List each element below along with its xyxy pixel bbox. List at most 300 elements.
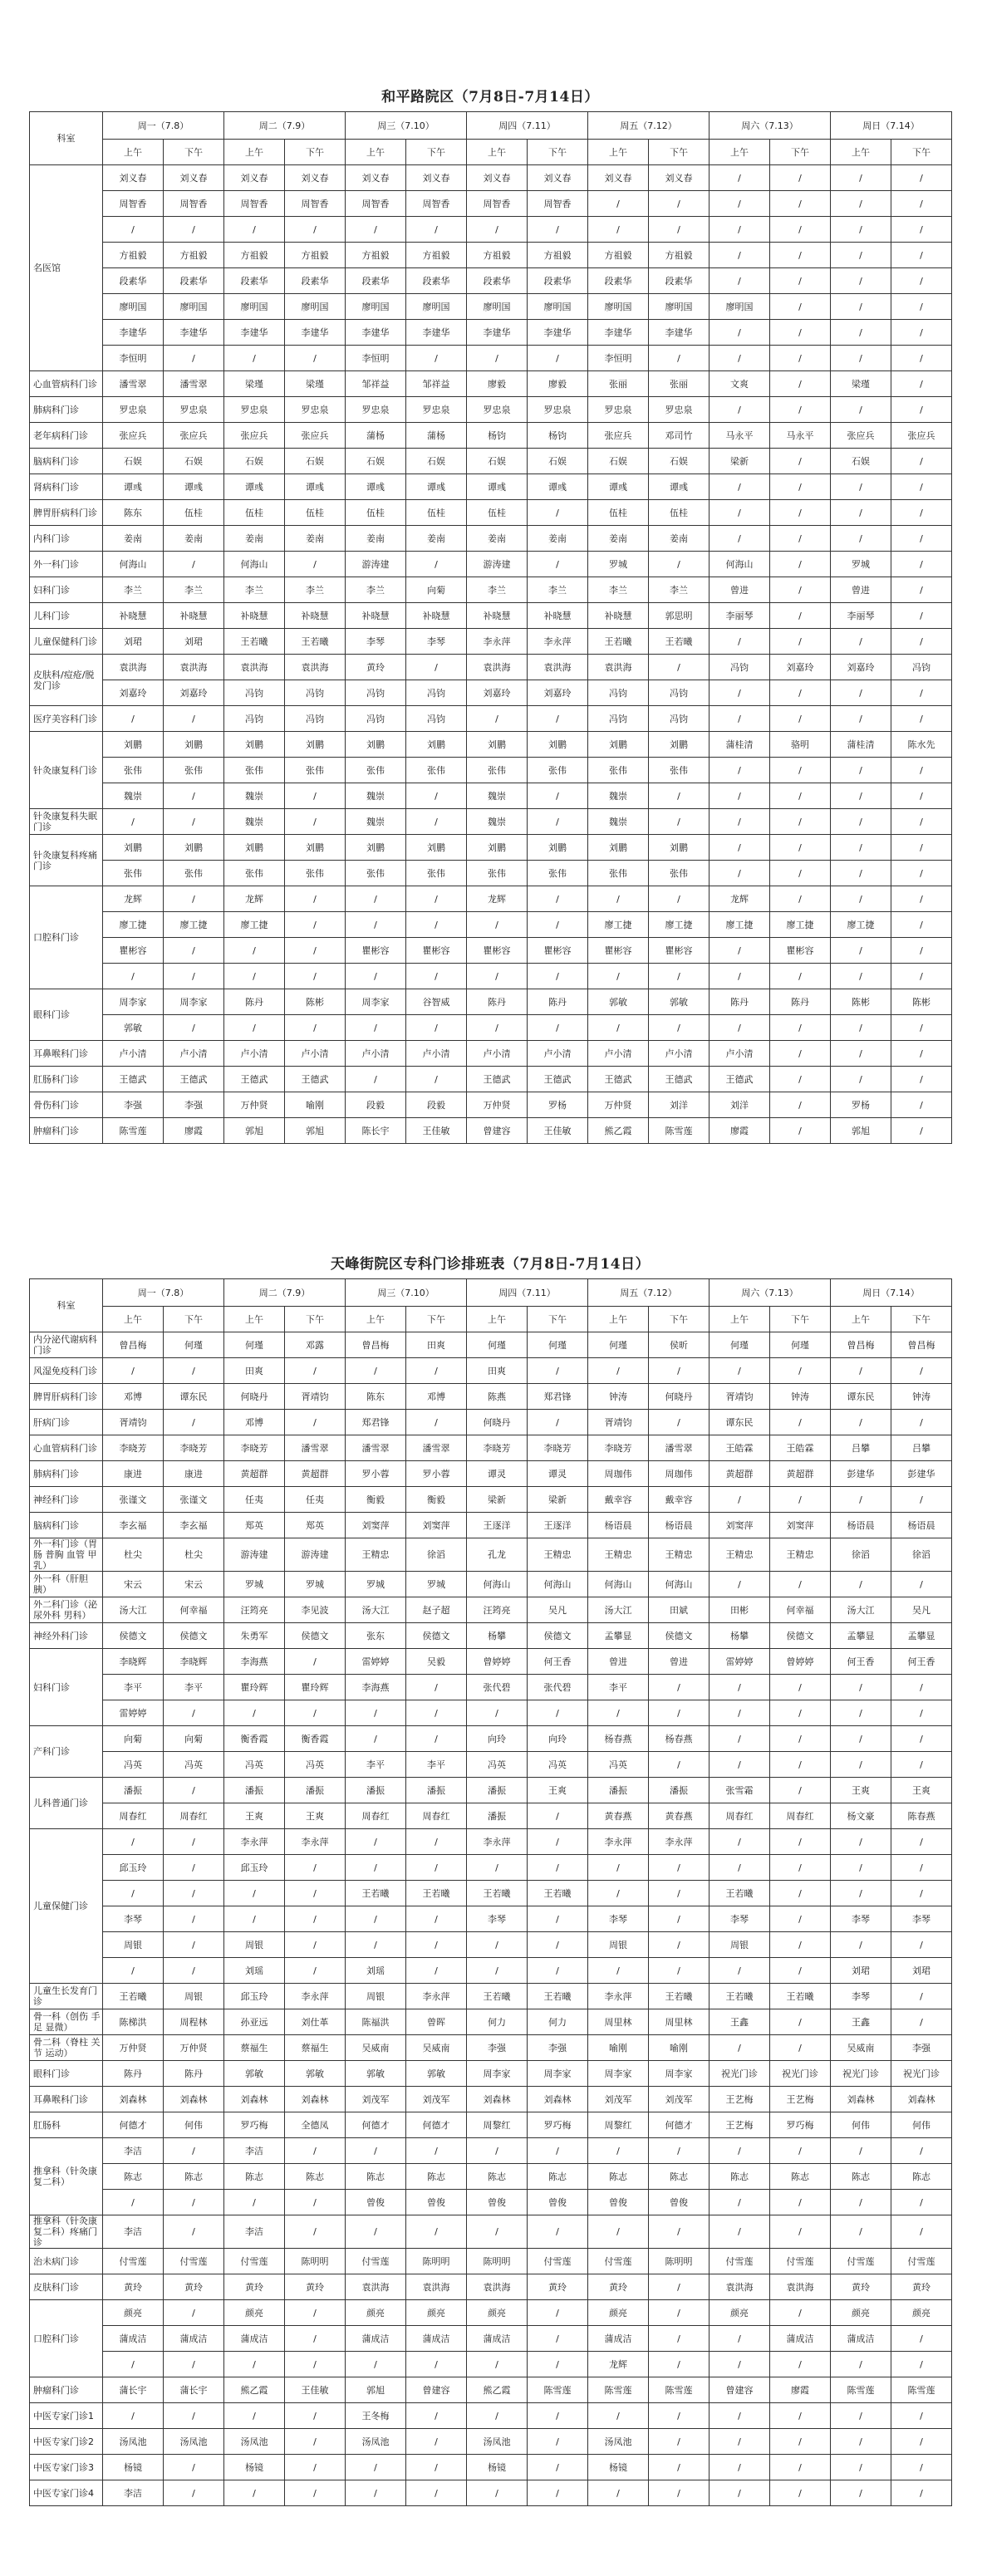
doctor-cell: / <box>709 1675 770 1700</box>
doctor-cell: 王皓霖 <box>709 1435 770 1461</box>
doctor-cell: 龙辉 <box>588 2352 649 2377</box>
doctor-cell: / <box>285 1958 346 1984</box>
doctor-cell: 方祖毅 <box>528 243 588 268</box>
doctor-cell: 彭建华 <box>891 1461 952 1487</box>
doctor-cell: 姜南 <box>588 526 649 552</box>
doctor-cell: / <box>406 2429 467 2455</box>
doctor-cell: 郭敏 <box>103 1015 164 1041</box>
doctor-cell: / <box>285 1410 346 1435</box>
doctor-cell: / <box>831 346 891 371</box>
table-row <box>30 938 952 964</box>
doctor-cell: 陈东 <box>346 1384 406 1410</box>
table-row <box>30 1752 952 1778</box>
doctor-cell: / <box>285 2326 346 2352</box>
doctor-cell: / <box>891 397 952 423</box>
doctor-cell: 李强 <box>891 2035 952 2061</box>
doctor-cell: 李恒明 <box>588 346 649 371</box>
doctor-cell: / <box>831 1015 891 1041</box>
doctor-cell: / <box>709 1700 770 1726</box>
doctor-cell: 黄玲 <box>528 2274 588 2300</box>
doctor-cell: 宋云 <box>103 1572 164 1597</box>
doctor-cell: / <box>891 1572 952 1597</box>
table-row <box>30 1958 952 1984</box>
doctor-cell: / <box>649 1958 709 1984</box>
day-header: 周五（7.12） <box>588 1279 709 1307</box>
doctor-cell: / <box>831 783 891 809</box>
half-header: 下午 <box>285 140 346 165</box>
doctor-cell: / <box>164 1829 224 1855</box>
doctor-cell: 王艺梅 <box>709 2087 770 2112</box>
doctor-cell: 刘珺 <box>103 629 164 655</box>
doctor-cell: 何德才 <box>103 2112 164 2138</box>
doctor-cell: 石娱 <box>164 449 224 474</box>
doctor-cell: 刘鹏 <box>467 732 528 758</box>
doctor-cell: 曾昌梅 <box>103 1332 164 1358</box>
doctor-cell: 李见波 <box>285 1597 346 1623</box>
doctor-cell: 张伟 <box>103 758 164 783</box>
doctor-cell: / <box>528 1700 588 1726</box>
half-header: 上午 <box>224 1307 285 1332</box>
doctor-cell: 廖工捷 <box>649 912 709 938</box>
doctor-cell: 刘茂军 <box>406 2087 467 2112</box>
doctor-cell: / <box>346 1829 406 1855</box>
doctor-cell: / <box>346 2352 406 2377</box>
doctor-cell: / <box>346 2138 406 2164</box>
doctor-cell: / <box>588 964 649 989</box>
doctor-cell: 汤凤池 <box>346 2429 406 2455</box>
doctor-cell: 冯钧 <box>285 706 346 732</box>
doctor-cell: / <box>831 629 891 655</box>
doctor-cell: / <box>346 1906 406 1932</box>
doctor-cell: / <box>285 1015 346 1041</box>
doctor-cell: 李永萍 <box>285 1984 346 2009</box>
doctor-cell: / <box>891 1932 952 1958</box>
doctor-cell: 段毅 <box>346 1092 406 1118</box>
doctor-cell: 李玄福 <box>103 1513 164 1538</box>
table-row <box>30 1092 952 1118</box>
department-cell: 妇科门诊 <box>30 1649 103 1726</box>
doctor-cell: 袁洪海 <box>406 2274 467 2300</box>
doctor-cell: / <box>770 1410 831 1435</box>
doctor-cell: / <box>467 2403 528 2429</box>
doctor-cell: 李兰 <box>467 577 528 603</box>
doctor-cell: 补晓慧 <box>406 603 467 629</box>
doctor-cell: / <box>588 2403 649 2429</box>
doctor-cell: 张谨文 <box>103 1487 164 1513</box>
doctor-cell: 曾昌梅 <box>891 1332 952 1358</box>
doctor-cell: / <box>467 2352 528 2377</box>
half-header: 下午 <box>164 1307 224 1332</box>
doctor-cell: 黄超群 <box>285 1461 346 1487</box>
doctor-cell: 伍桂 <box>164 500 224 526</box>
doctor-cell: 任夷 <box>285 1487 346 1513</box>
table-row <box>30 629 952 655</box>
doctor-cell: 李兰 <box>285 577 346 603</box>
doctor-cell: 石娱 <box>285 449 346 474</box>
doctor-cell: 何海山 <box>103 552 164 577</box>
doctor-cell: 冯钧 <box>649 680 709 706</box>
doctor-cell: 颜亮 <box>467 2300 528 2326</box>
doctor-cell: / <box>831 1700 891 1726</box>
doctor-cell: 陈雪莲 <box>891 2377 952 2403</box>
doctor-cell: 田彬 <box>709 1597 770 1623</box>
doctor-cell: / <box>891 1855 952 1881</box>
doctor-cell: / <box>709 1015 770 1041</box>
doctor-cell: / <box>164 1015 224 1041</box>
doctor-cell: 杨镜 <box>224 2455 285 2480</box>
doctor-cell: 陈丹 <box>770 989 831 1015</box>
doctor-cell: 段素华 <box>224 268 285 294</box>
doctor-cell: / <box>891 1358 952 1384</box>
doctor-cell: / <box>528 1829 588 1855</box>
half-header: 上午 <box>346 140 406 165</box>
doctor-cell: / <box>164 1881 224 1906</box>
doctor-cell: 冯钧 <box>224 680 285 706</box>
doctor-cell: / <box>528 1358 588 1384</box>
doctor-cell: / <box>831 964 891 989</box>
doctor-cell: / <box>770 964 831 989</box>
doctor-cell: / <box>831 1675 891 1700</box>
table-row <box>30 1855 952 1881</box>
doctor-cell: / <box>831 938 891 964</box>
table-row <box>30 1932 952 1958</box>
doctor-cell: 胥靖钧 <box>709 1384 770 1410</box>
doctor-cell: 侯德文 <box>528 1623 588 1649</box>
doctor-cell: 邱玉玲 <box>224 1984 285 2009</box>
doctor-cell: / <box>891 783 952 809</box>
doctor-cell: 杜尖 <box>164 1538 224 1572</box>
doctor-cell: 姜南 <box>103 526 164 552</box>
doctor-cell: 周李家 <box>103 989 164 1015</box>
doctor-cell: / <box>346 1015 406 1041</box>
doctor-cell: / <box>709 835 770 861</box>
doctor-cell: 何海山 <box>467 1572 528 1597</box>
doctor-cell: 向玲 <box>467 1726 528 1752</box>
doctor-cell: 杨镜 <box>467 2455 528 2480</box>
day-header: 周三（7.10） <box>346 112 467 140</box>
doctor-cell: / <box>770 500 831 526</box>
doctor-cell: 曾建容 <box>406 2377 467 2403</box>
doctor-cell: 刘森林 <box>467 2087 528 2112</box>
doctor-cell: 刘嘉玲 <box>770 655 831 680</box>
doctor-cell: / <box>891 1829 952 1855</box>
doctor-cell: 何瑾 <box>770 1332 831 1358</box>
half-header: 下午 <box>406 140 467 165</box>
doctor-cell: 卢小清 <box>285 1041 346 1067</box>
department-cell: 儿童保健科门诊 <box>30 629 103 655</box>
doctor-cell: 方祖毅 <box>467 243 528 268</box>
doctor-cell: / <box>770 1041 831 1067</box>
doctor-cell: 刘义春 <box>406 165 467 191</box>
doctor-cell: 魏崇 <box>346 783 406 809</box>
doctor-cell: 谭彧 <box>285 474 346 500</box>
department-cell: 肾病科门诊 <box>30 474 103 500</box>
doctor-cell: 汤凤池 <box>164 2429 224 2455</box>
doctor-cell: 王佳敏 <box>528 1118 588 1144</box>
doctor-cell: / <box>770 320 831 346</box>
doctor-cell: 罗忠泉 <box>346 397 406 423</box>
doctor-cell: 田爽 <box>224 1358 285 1384</box>
doctor-cell: 任夷 <box>224 1487 285 1513</box>
doctor-cell: 李平 <box>346 1752 406 1778</box>
doctor-cell: 张应兵 <box>285 423 346 449</box>
doctor-cell: 冯钧 <box>406 680 467 706</box>
doctor-cell: / <box>770 758 831 783</box>
doctor-cell: / <box>831 1855 891 1881</box>
doctor-cell: 李玄福 <box>164 1513 224 1538</box>
doctor-cell: / <box>831 1067 891 1092</box>
department-cell: 产科门诊 <box>30 1726 103 1778</box>
doctor-cell: 曾婷婷 <box>467 1649 528 1675</box>
department-cell: 外一科（肝胆胰） <box>30 1572 103 1597</box>
doctor-cell: / <box>528 706 588 732</box>
doctor-cell: 潘振 <box>649 1778 709 1803</box>
doctor-cell: / <box>164 809 224 835</box>
doctor-cell: / <box>224 2480 285 2506</box>
department-cell: 外一科门诊 <box>30 552 103 577</box>
doctor-cell: 冯钧 <box>346 680 406 706</box>
department-cell: 中医专家门诊3 <box>30 2455 103 2480</box>
doctor-cell: / <box>831 268 891 294</box>
doctor-cell: 谭彧 <box>528 474 588 500</box>
doctor-cell: / <box>164 1855 224 1881</box>
doctor-cell: 谷智威 <box>406 989 467 1015</box>
doctor-cell: / <box>528 2326 588 2352</box>
doctor-cell: 游涛建 <box>224 1538 285 1572</box>
doctor-cell: 廖明国 <box>346 294 406 320</box>
doctor-cell: / <box>406 655 467 680</box>
doctor-cell: 杨钧 <box>528 423 588 449</box>
doctor-cell: 李海燕 <box>346 1675 406 1700</box>
doctor-cell: / <box>891 603 952 629</box>
doctor-cell: / <box>770 526 831 552</box>
day-header: 周六（7.13） <box>709 1279 831 1307</box>
doctor-cell: 罗小蓉 <box>406 1461 467 1487</box>
doctor-cell: / <box>588 886 649 912</box>
doctor-cell: / <box>770 1572 831 1597</box>
doctor-cell: 廖明国 <box>103 294 164 320</box>
doctor-cell: / <box>831 1410 891 1435</box>
doctor-cell: 张伟 <box>164 758 224 783</box>
day-header: 周四（7.11） <box>467 1279 588 1307</box>
doctor-cell: 廖工捷 <box>770 912 831 938</box>
doctor-cell: / <box>770 1015 831 1041</box>
doctor-cell: 罗忠泉 <box>649 397 709 423</box>
doctor-cell: 汤凤池 <box>588 2429 649 2455</box>
doctor-cell: 陈梯洪 <box>103 2009 164 2035</box>
doctor-cell: 周智香 <box>346 191 406 217</box>
doctor-cell: 潘雪翠 <box>346 1435 406 1461</box>
doctor-cell: / <box>649 1906 709 1932</box>
doctor-cell: 段素华 <box>346 268 406 294</box>
doctor-cell: 瞿玲辉 <box>224 1675 285 1700</box>
doctor-cell: 张应兵 <box>891 423 952 449</box>
doctor-cell: / <box>649 2274 709 2300</box>
doctor-cell: 卢小清 <box>164 1041 224 1067</box>
doctor-cell: 蒲杨 <box>406 423 467 449</box>
doctor-cell: 付雪莲 <box>346 2249 406 2274</box>
doctor-cell: / <box>103 1358 164 1384</box>
doctor-cell: 方祖毅 <box>224 243 285 268</box>
doctor-cell: / <box>588 1855 649 1881</box>
table-row <box>30 706 952 732</box>
doctor-cell: 郭敏 <box>406 2061 467 2087</box>
doctor-cell: / <box>588 1700 649 1726</box>
doctor-cell: 刘珺 <box>164 629 224 655</box>
doctor-cell: 陈志 <box>649 2164 709 2190</box>
doctor-cell: 刘森林 <box>285 2087 346 2112</box>
doctor-cell: / <box>770 2429 831 2455</box>
doctor-cell: / <box>831 165 891 191</box>
doctor-cell: 王爽 <box>285 1803 346 1829</box>
doctor-cell: 周李家 <box>467 2061 528 2087</box>
doctor-cell: 吴毅 <box>406 1649 467 1675</box>
table-row <box>30 165 952 191</box>
doctor-cell: 黄超群 <box>770 1461 831 1487</box>
doctor-cell: / <box>649 783 709 809</box>
doctor-cell: / <box>709 2455 770 2480</box>
day-header: 周三（7.10） <box>346 1279 467 1307</box>
doctor-cell: / <box>709 2190 770 2215</box>
doctor-cell: 王艺梅 <box>709 2112 770 2138</box>
doctor-cell: / <box>588 2138 649 2164</box>
doctor-cell: 瞿彬容 <box>770 938 831 964</box>
doctor-cell: / <box>164 1778 224 1803</box>
doctor-cell: / <box>164 2403 224 2429</box>
doctor-cell: / <box>649 2352 709 2377</box>
table-row <box>30 835 952 861</box>
doctor-cell: 王皓霖 <box>770 1435 831 1461</box>
doctor-cell: / <box>831 1932 891 1958</box>
doctor-cell: 颜亮 <box>103 2300 164 2326</box>
doctor-cell: 李兰 <box>164 577 224 603</box>
department-cell: 口腔科门诊 <box>30 886 103 989</box>
doctor-cell: / <box>649 552 709 577</box>
doctor-cell: 李永萍 <box>588 1829 649 1855</box>
doctor-cell: / <box>164 1700 224 1726</box>
doctor-cell: 伍桂 <box>467 500 528 526</box>
doctor-cell: 孙亚远 <box>224 2009 285 2035</box>
doctor-cell: / <box>891 835 952 861</box>
doctor-cell: 廖明国 <box>224 294 285 320</box>
doctor-cell: 吕攀 <box>891 1435 952 1461</box>
doctor-cell: 孟攀显 <box>891 1623 952 1649</box>
doctor-cell: 冯英 <box>224 1752 285 1778</box>
doctor-cell: 孔龙 <box>467 1538 528 1572</box>
doctor-cell: / <box>285 552 346 577</box>
doctor-cell: 陈丹 <box>224 989 285 1015</box>
doctor-cell: 李平 <box>588 1675 649 1700</box>
doctor-cell: 廖霞 <box>770 2377 831 2403</box>
doctor-cell: 罗忠泉 <box>528 397 588 423</box>
doctor-cell: 刘嘉玲 <box>831 655 891 680</box>
doctor-cell: / <box>709 861 770 886</box>
doctor-cell: 刘义春 <box>103 165 164 191</box>
doctor-cell: 卢小清 <box>103 1041 164 1067</box>
doctor-cell: / <box>770 2300 831 2326</box>
half-header: 下午 <box>770 140 831 165</box>
table-row <box>30 191 952 217</box>
doctor-cell: 杨语晨 <box>649 1513 709 1538</box>
doctor-cell: 廖工捷 <box>224 912 285 938</box>
doctor-cell: 蔡福生 <box>224 2035 285 2061</box>
doctor-cell: / <box>891 629 952 655</box>
doctor-cell: 游涛建 <box>467 552 528 577</box>
doctor-cell: / <box>831 1572 891 1597</box>
department-cell: 肺病科门诊 <box>30 397 103 423</box>
doctor-cell: / <box>709 320 770 346</box>
doctor-cell: 万仲贤 <box>467 1092 528 1118</box>
doctor-cell: / <box>406 912 467 938</box>
doctor-cell: / <box>891 577 952 603</box>
doctor-cell: 熊乙霞 <box>588 1118 649 1144</box>
table-row <box>30 1358 952 1384</box>
table-row <box>30 886 952 912</box>
doctor-cell: 段毅 <box>406 1092 467 1118</box>
department-cell: 内科门诊 <box>30 526 103 552</box>
doctor-cell: 张应兵 <box>103 423 164 449</box>
doctor-cell: / <box>406 2215 467 2249</box>
table-row <box>30 1726 952 1752</box>
doctor-cell: 王逐洋 <box>467 1513 528 1538</box>
doctor-cell: / <box>406 964 467 989</box>
doctor-cell: 蒲成洁 <box>103 2326 164 2352</box>
doctor-cell: / <box>406 2480 467 2506</box>
doctor-cell: 何海山 <box>588 1572 649 1597</box>
doctor-cell: 张代碧 <box>528 1675 588 1700</box>
doctor-cell: / <box>770 1092 831 1118</box>
table-row <box>30 964 952 989</box>
table-row <box>30 1015 952 1041</box>
doctor-cell: / <box>224 1015 285 1041</box>
doctor-cell: 张伟 <box>406 861 467 886</box>
doctor-cell: / <box>709 346 770 371</box>
doctor-cell: 黄玲 <box>285 2274 346 2300</box>
table-row <box>30 912 952 938</box>
doctor-cell: / <box>709 1829 770 1855</box>
doctor-cell: 王德武 <box>103 1067 164 1092</box>
doctor-cell: / <box>406 2455 467 2480</box>
doctor-cell: 熊乙霞 <box>467 2377 528 2403</box>
doctor-cell: 王精忠 <box>588 1538 649 1572</box>
doctor-cell: 周李家 <box>346 989 406 1015</box>
day-header: 周四（7.11） <box>467 112 588 140</box>
doctor-cell: / <box>467 2215 528 2249</box>
doctor-cell: 罗忠泉 <box>224 397 285 423</box>
doctor-cell: / <box>891 2480 952 2506</box>
doctor-cell: 周智香 <box>467 191 528 217</box>
doctor-cell: / <box>528 1906 588 1932</box>
doctor-cell: 陈雪莲 <box>649 1118 709 1144</box>
doctor-cell: 刘鹏 <box>164 835 224 861</box>
table-row <box>30 552 952 577</box>
doctor-cell: 张伟 <box>285 861 346 886</box>
doctor-cell: 张应兵 <box>831 423 891 449</box>
doctor-cell: 张东 <box>346 1623 406 1649</box>
table-row <box>30 2300 952 2326</box>
doctor-cell: 谭彧 <box>103 474 164 500</box>
department-cell: 针灸康复科失眠门诊 <box>30 809 103 835</box>
doctor-cell: 陈志 <box>406 2164 467 2190</box>
table-row <box>30 603 952 629</box>
doctor-cell: 何瑾 <box>224 1332 285 1358</box>
doctor-cell: / <box>831 2403 891 2429</box>
doctor-cell: 张伟 <box>224 758 285 783</box>
doctor-cell: 袁洪海 <box>346 2274 406 2300</box>
doctor-cell: 冯钧 <box>588 706 649 732</box>
doctor-cell: 潘振 <box>103 1778 164 1803</box>
doctor-cell: / <box>588 1881 649 1906</box>
